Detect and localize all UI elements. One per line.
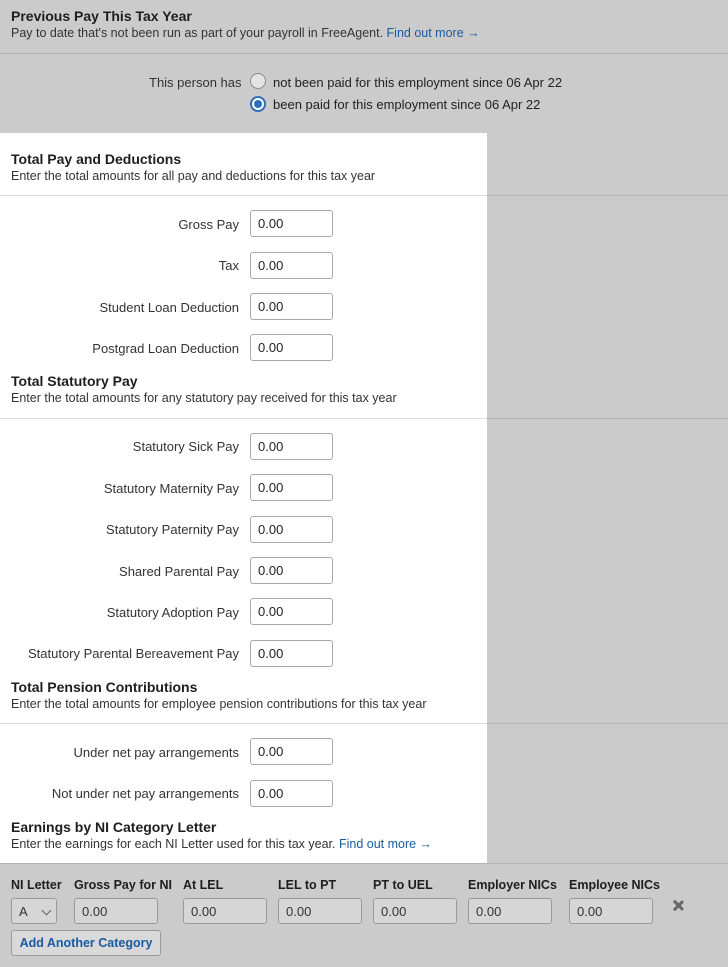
ni-header-pt-to-uel: PT to UEL [373, 878, 433, 892]
divider [487, 418, 728, 419]
divider [0, 863, 728, 864]
divider [0, 53, 728, 54]
student-loan-deduction-input[interactable] [250, 293, 333, 320]
statutory-adoption-pay-input[interactable] [250, 598, 333, 625]
statutory-sick-pay-label: Statutory Sick Pay [132, 439, 239, 454]
postgrad-loan-deduction-input[interactable] [250, 334, 333, 361]
ni-find-out-more-link[interactable]: Find out more → [338, 837, 433, 851]
add-another-category-button[interactable]: Add Another Category [11, 930, 161, 956]
divider [0, 723, 487, 724]
divider [0, 418, 487, 419]
radio-not-been-paid[interactable] [250, 73, 266, 89]
postgrad-loan-deduction-label: Postgrad Loan Deduction [92, 341, 239, 356]
ni-header-lel-to-pt: LEL to PT [278, 878, 337, 892]
shared-parental-pay-input[interactable] [250, 557, 333, 584]
statutory-parental-bereavement-pay-input[interactable] [250, 640, 333, 667]
radio-been-paid-label[interactable]: been paid for this employment since 06 Apr 22 [273, 97, 541, 112]
tax-input[interactable] [250, 252, 333, 279]
ni-letter-value: A [19, 904, 28, 919]
previous-pay-subtitle-text: Pay to date that's not been run as part of your payroll in FreeAgent. [11, 26, 384, 40]
under-net-pay-input[interactable] [250, 738, 333, 765]
paid-question-label: This person has [149, 75, 242, 90]
ni-header-letter: NI Letter [11, 878, 62, 892]
ni-gross-pay-input[interactable] [74, 898, 158, 924]
radio-been-paid[interactable] [250, 96, 266, 112]
previous-pay-subtitle [11, 26, 480, 40]
shared-parental-pay-label: Shared Parental Pay [119, 564, 239, 579]
ni-header-employee-nics: Employee NICs [569, 878, 661, 892]
statutory-adoption-pay-label: Statutory Adoption Pay [106, 605, 239, 620]
gross-pay-input[interactable] [250, 210, 333, 237]
ni-category-title: Earnings by NI Category Letter [11, 819, 217, 835]
student-loan-deduction-label: Student Loan Deduction [99, 300, 239, 315]
not-under-net-pay-label: Not under net pay arrangements [51, 786, 239, 801]
ni-employer-nics-input[interactable] [468, 898, 552, 924]
statutory-parental-bereavement-pay-label: Statutory Parental Bereavement Pay [27, 646, 239, 661]
statutory-maternity-pay-label: Statutory Maternity Pay [103, 481, 239, 496]
under-net-pay-label: Under net pay arrangements [73, 745, 239, 760]
pension-subtitle: Enter the total amounts for employee pension contributions for this tax year [11, 697, 427, 711]
statutory-maternity-pay-input[interactable] [250, 474, 333, 501]
ni-category-subtitle-text: Enter the earnings for each NI Letter used for this tax year. [11, 837, 336, 851]
ni-at-lel-input[interactable] [183, 898, 267, 924]
radio-not-been-paid-label[interactable]: not been paid for this employment since 06 Apr 22 [273, 75, 563, 90]
ni-lel-to-pt-input[interactable] [278, 898, 362, 924]
gross-pay-label: Gross Pay [178, 217, 239, 232]
pay-deductions-title: Total Pay and Deductions [11, 151, 182, 167]
ni-header-gross-pay: Gross Pay for NI [74, 878, 172, 892]
ni-pt-to-uel-input[interactable] [373, 898, 457, 924]
not-under-net-pay-input[interactable] [250, 780, 333, 807]
ni-category-subtitle [11, 837, 432, 851]
divider [487, 195, 728, 196]
ni-letter-select[interactable] [11, 898, 57, 924]
pay-deductions-subtitle: Enter the total amounts for all pay and deductions for this tax year [11, 169, 376, 183]
statutory-pay-title: Total Statutory Pay [11, 373, 138, 389]
close-icon[interactable] [671, 898, 685, 914]
statutory-paternity-pay-input[interactable] [250, 516, 333, 543]
tax-label: Tax [218, 258, 239, 273]
statutory-sick-pay-input[interactable] [250, 433, 333, 460]
statutory-paternity-pay-label: Statutory Paternity Pay [106, 522, 239, 537]
statutory-pay-subtitle: Enter the total amounts for any statutory pay received for this tax year [11, 391, 397, 405]
chevron-down-icon [42, 906, 52, 916]
ni-header-at-lel: At LEL [183, 878, 224, 892]
ni-header-employer-nics: Employer NICs [468, 878, 557, 892]
ni-employee-nics-input[interactable] [569, 898, 653, 924]
divider [487, 723, 728, 724]
previous-pay-title: Previous Pay This Tax Year [11, 8, 192, 24]
previous-pay-find-out-more-link[interactable]: Find out more → [386, 26, 480, 40]
divider [0, 195, 487, 196]
pension-title: Total Pension Contributions [11, 679, 198, 695]
